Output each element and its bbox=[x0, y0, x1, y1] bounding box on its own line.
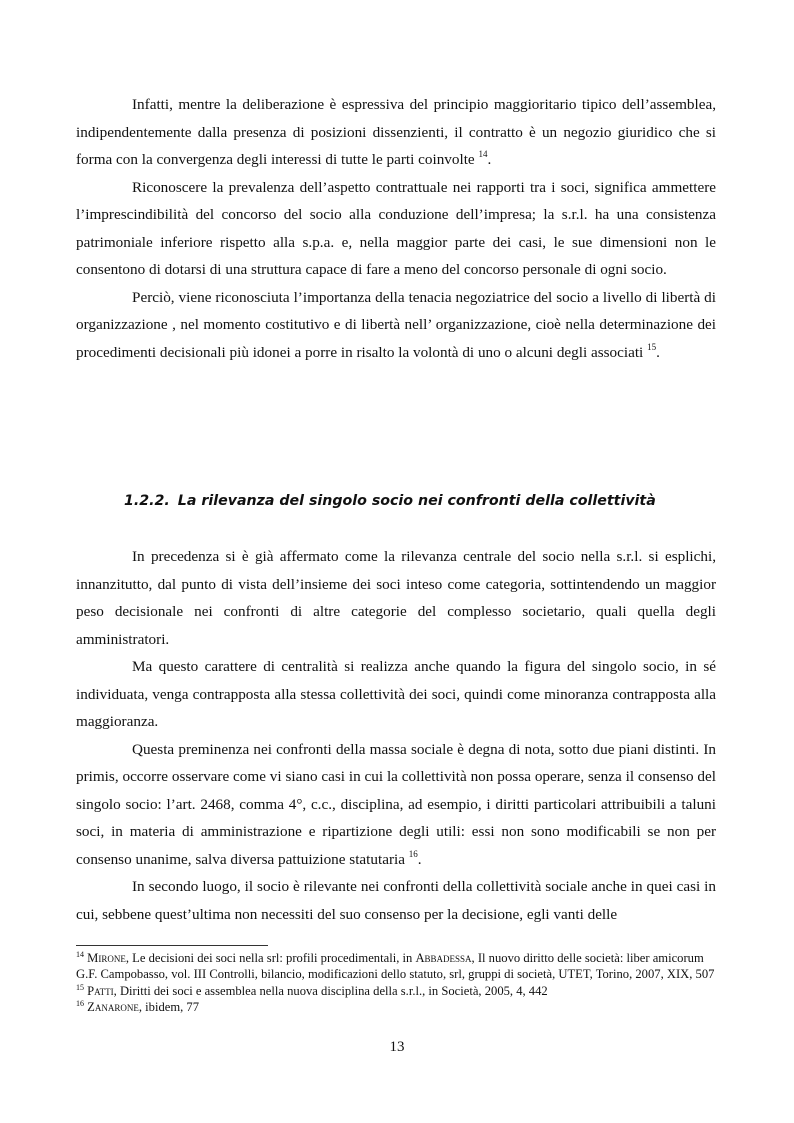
paragraph: Questa preminenza nei confronti della massa sociale è degna di nota, sotto due piani distinti. In primis, occorre osservare come vi siano casi in cui la collettività non possa operare, senza il consenso del singolo socio: l’art. 2468, comma 4°, c.c., disciplina, ad esempio, i diritti particolari attribuibili a taluni soci, in materia di amministrazione e ripartizione degli utili: essi non sono modificabili se non per consenso unanime, salva diversa pattuizione statutaria $^{16}$. bbox=[76, 740, 716, 868]
footnote-ref[interactable]: 14 bbox=[478, 149, 488, 159]
footnote: $^{16}$ Zanarone, ibidem, 77 bbox=[76, 999, 200, 1015]
paragraph: Perciò, viene riconosciuta l’importanza della tenacia negoziatrice del socio a livello di libertà di organizzazione , nel momento costitutivo e di libertà nell’ organizzazione, cioè nella determinazione dei procedimenti decisionali più idonei a porre in risalto la volontà di uno o alcuni degli associati $^{15}$. bbox=[76, 288, 716, 361]
section-2-text bbox=[76, 543, 716, 928]
paragraph: Riconoscere la prevalenza dell’aspetto contrattuale nei rapporti tra i soci, significa ammettere l’imprescindibilità del concorso del socio alla conduzione dell’impresa; la s.r.l. ha una consistenza patrimoniale inferiore rispetto alla s.p.a. e, nella maggior parte dei casi, le sue dimensioni non le consentono di dotarsi di una struttura capace di fare a meno del concorso personale di ogni socio. bbox=[76, 178, 716, 278]
heading-number: 1.2.2. bbox=[124, 493, 170, 509]
footnote-ref[interactable]: 16 bbox=[408, 848, 418, 859]
footnote-separator bbox=[76, 945, 268, 946]
heading-title: La rilevanza del singolo socio nei confronti della collettività bbox=[177, 493, 656, 509]
footnote: $^{14}$ Mirone, Le decisioni dei soci nella srl: profili procedimentali, in Abbadessa, Il nuovo diritto delle società: liber amicorum G.F. Campobasso, vol. III Controlli, bilancio, modificazioni dello statuto, srl, gruppi di società, UTET, Torino, 2007, XIX, 507 bbox=[76, 950, 715, 982]
footnote: $^{15}$ Patti, Diritti dei soci e assemblea nella nuova disciplina della s.r.l., in Società, 2005, 4, 442 bbox=[76, 982, 548, 998]
page-number: 13 bbox=[389, 1039, 405, 1055]
paragraph: In secondo luogo, il socio è rilevante nei confronti della collettività sociale anche in quei casi in cui, sebbene quest’ultima non necessiti del suo consenso per la decisione, egli vanti delle bbox=[76, 878, 716, 923]
section-1-text bbox=[76, 91, 716, 366]
paragraph: In precedenza si è già affermato come la rilevanza centrale del socio nella s.r.l. si esplichi, innanzitutto, dal punto di vista dell’insieme dei soci inteso come categoria, sottintendendo un maggior peso decisionale nei confronti di altre categorie del complesso societario, quali quella degli amministratori. bbox=[76, 548, 716, 648]
paragraph: Ma questo carattere di centralità si realizza anche quando la figura del singolo socio, in sé individuata, venga contrapposta alla stessa collettività dei soci, quindi come minoranza contrapposta alla maggioranza. bbox=[76, 658, 716, 730]
paragraph: Infatti, mentre la deliberazione è espressiva del principio maggioritario tipico dell’assemblea, indipendentemente dalla presenza di posizioni dissenzienti, il contratto è un negozio giuridico che si forma con la convergenza degli interessi di tutte le parti coinvolte $^{14}$. bbox=[76, 96, 716, 168]
section-heading bbox=[124, 493, 656, 509]
footnotes bbox=[76, 950, 716, 1016]
footnote-ref[interactable]: 15 bbox=[647, 341, 657, 352]
